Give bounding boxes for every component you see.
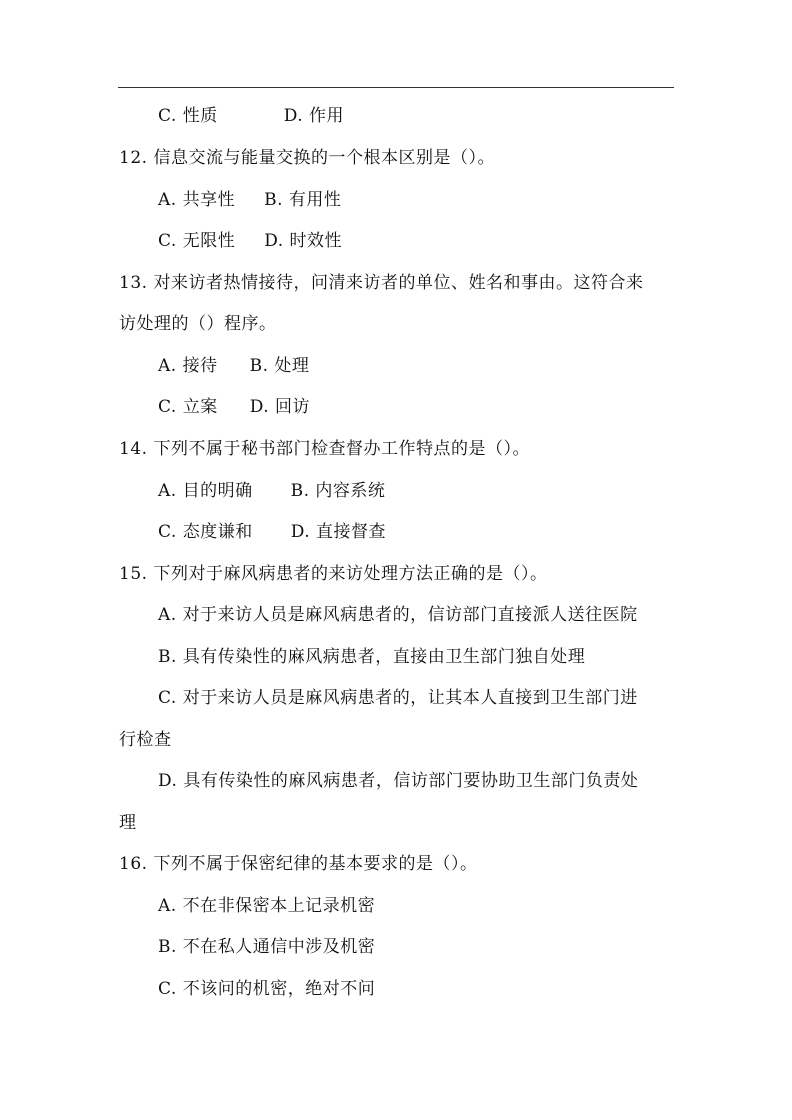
question-13-stem: 13. 对来访者热情接待，问清来访者的单位、姓名和事由。这符合来 [119,273,644,293]
question-13-options-ab [158,355,309,377]
option-d: D. 回访 [249,397,311,417]
question-14-options-cd [158,521,386,543]
question-14-stem: 14. 下列不属于秘书部门检查督办工作特点的是（）。 [119,439,530,459]
option-c: C. 无限性 [158,231,236,251]
option-a: A. 接待 [158,356,218,376]
question-12-options-cd [158,230,342,252]
question-13-options-cd [158,396,310,418]
question-15-option-d: D. 具有传染性的麻风病患者，信访部门要协助卫生部门负责处 [158,771,639,791]
option-b: B. 有用性 [264,190,342,210]
option-b: B. 内容系统 [290,481,386,501]
question-15-option-c: C. 对于来访人员是麻风病患者的，让其本人直接到卫生部门进 [158,688,638,708]
option-d: D. 直接督查 [290,522,387,542]
option-c: C. 态度谦和 [158,522,253,542]
question-15-option-a: A. 对于来访人员是麻风病患者的，信访部门直接派人送往医院 [158,605,638,625]
prev-options-cd [158,105,344,127]
question-16-option-a: A. 不在非保密本上记录机密 [158,896,376,916]
option-b: B. 处理 [249,356,310,376]
question-15-option-c-continued: 行检查 [119,730,172,750]
question-15-option-b: B. 具有传染性的麻风病患者，直接由卫生部门独自处理 [158,647,586,667]
header-rule [118,87,674,88]
option-c: C. 性质 [158,106,218,126]
question-15-option-d-continued: 理 [119,813,137,833]
option-d: D. 作用 [283,106,345,126]
question-16-option-b: B. 不在私人通信中涉及机密 [158,937,376,957]
option-a: A. 目的明确 [158,481,253,501]
question-12-options-ab [158,189,341,211]
question-12-stem: 12. 信息交流与能量交换的一个根本区别是（）。 [119,148,495,168]
question-16-stem: 16. 下列不属于保密纪律的基本要求的是（）。 [119,854,478,874]
option-a: A. 共享性 [158,190,236,210]
option-c: C. 立案 [158,397,218,417]
question-14-options-ab [158,480,385,502]
question-13-stem-continued: 访处理的（）程序。 [119,314,277,334]
question-15-stem: 15. 下列对于麻风病患者的来访处理方法正确的是（）。 [119,564,548,584]
option-d: D. 时效性 [264,231,343,251]
question-16-option-c: C. 不该问的机密，绝对不问 [158,979,376,999]
